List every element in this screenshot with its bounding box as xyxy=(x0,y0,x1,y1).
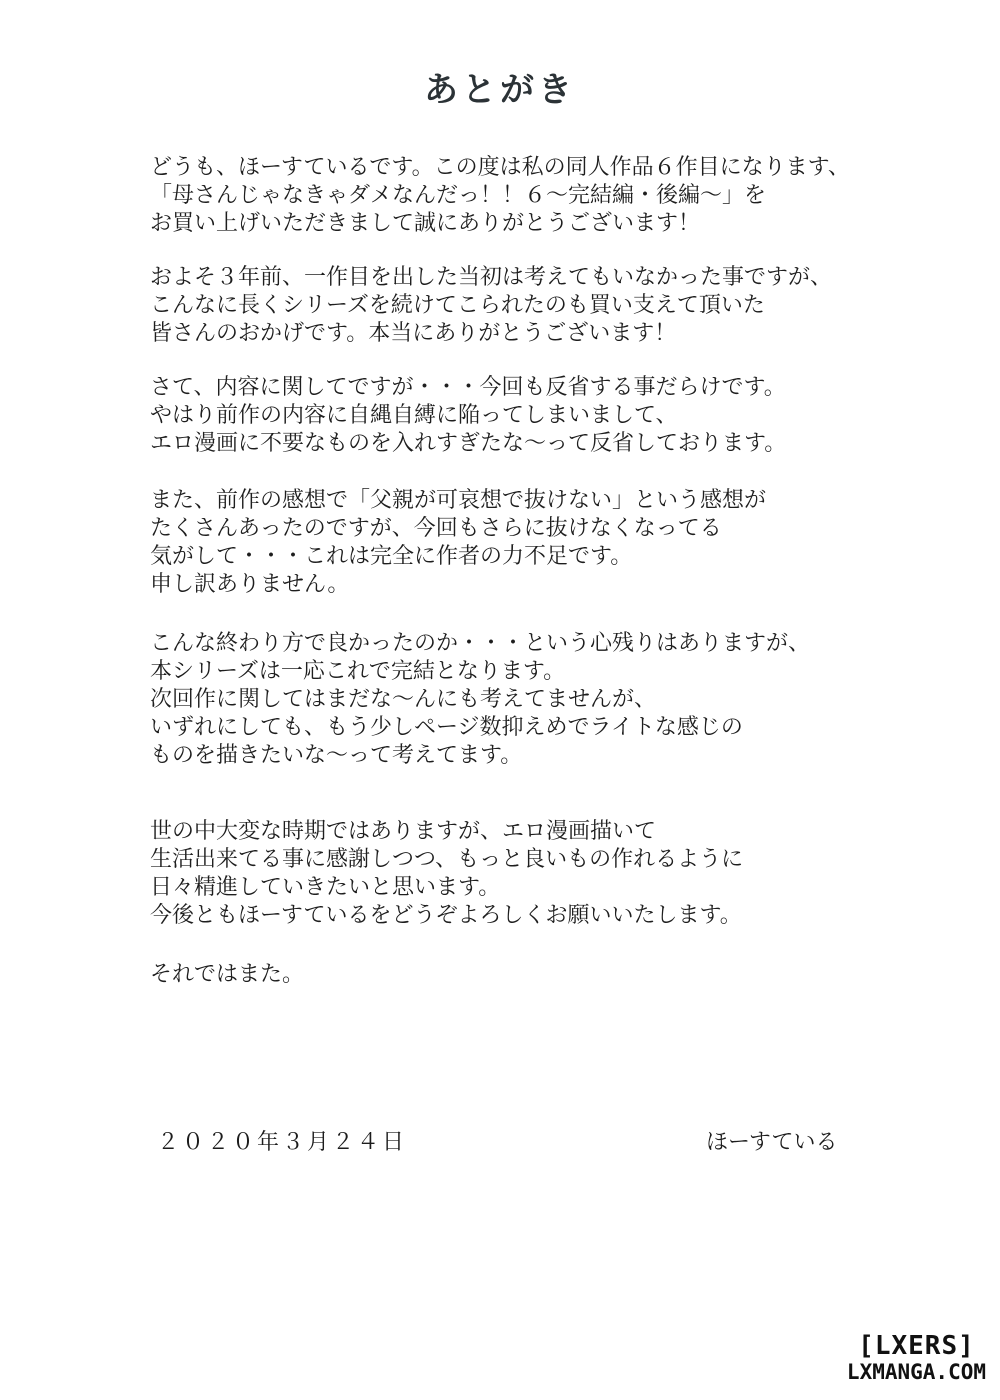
text-line: やはり前作の内容に自縄自縛に陥ってしまいまして、 xyxy=(150,403,678,428)
text-line: お買い上げいただきまして誠にありがとうございます！ xyxy=(150,211,701,236)
paragraph-series-end xyxy=(150,630,950,770)
text-line: 本シリーズは一応これで完結となります。 xyxy=(150,659,566,684)
text-line: また、前作の感想で「父親が可哀想で抜けない」という感想が xyxy=(150,488,767,513)
text-line: 申し訳ありません。 xyxy=(150,572,350,597)
page-title: あとがき xyxy=(424,70,576,110)
text-line: 世の中大変な時期ではありますが、エロ漫画描いて xyxy=(150,819,657,844)
text-line: 気がして・・・これは完全に作者の力不足です。 xyxy=(150,544,633,569)
text-line: いずれにしても、もう少しページ数抑えめでライトな感じの xyxy=(150,715,743,740)
signature-author: ほーすている xyxy=(706,1130,838,1155)
text-line: どうも、ほーすているです。この度は私の同人作品６作目になります、 xyxy=(150,155,850,180)
text-line: 皆さんのおかげです。本当にありがとうございます！ xyxy=(150,321,677,346)
paragraph-thanks xyxy=(150,264,950,348)
paragraph-reflection xyxy=(150,374,950,458)
text-line: それではまた。 xyxy=(150,962,305,987)
signature-date: ２０２０年３月２４日 xyxy=(157,1130,408,1155)
text-line: こんな終わり方で良かったのか・・・という心残りはありますが、 xyxy=(150,631,811,656)
paragraph-greeting xyxy=(150,154,950,238)
watermark-brand: [LXERS] xyxy=(858,1331,975,1361)
text-line: エロ漫画に不要なものを入れすぎたな～って反省しております。 xyxy=(150,431,787,456)
text-line: 次回作に関してはまだな～んにも考えてませんが、 xyxy=(150,687,657,712)
paragraph-apology xyxy=(150,487,950,599)
paragraph-farewell xyxy=(150,961,950,989)
text-line: こんなに長くシリーズを続けてこられたのも買い支えて頂いた xyxy=(150,293,765,318)
text-line: 今後ともほーすているをどうぞよろしくお願いいたします。 xyxy=(150,903,742,928)
watermark-site: LXMANGA.COM xyxy=(846,1360,986,1384)
text-line: ものを描きたいな～って考えてます。 xyxy=(150,743,523,768)
text-line: 生活出来てる事に感謝しつつ、もっと良いもの作れるように xyxy=(150,847,744,872)
text-line: 日々精進していきたいと思います。 xyxy=(150,875,501,900)
text-line: たくさんあったのですが、今回もさらに抜けなくなってる xyxy=(150,516,722,541)
text-line: 「母さんじゃなきゃダメなんだっ！！６～完結編・後編～」を xyxy=(150,183,767,208)
text-line: およそ３年前、一作目を出した当初は考えてもいなかった事ですが、 xyxy=(150,265,833,290)
text-line: さて、内容に関してですが・・・今回も反省する事だらけです。 xyxy=(150,375,786,400)
watermark xyxy=(847,1332,986,1384)
paragraph-closing xyxy=(150,818,950,930)
